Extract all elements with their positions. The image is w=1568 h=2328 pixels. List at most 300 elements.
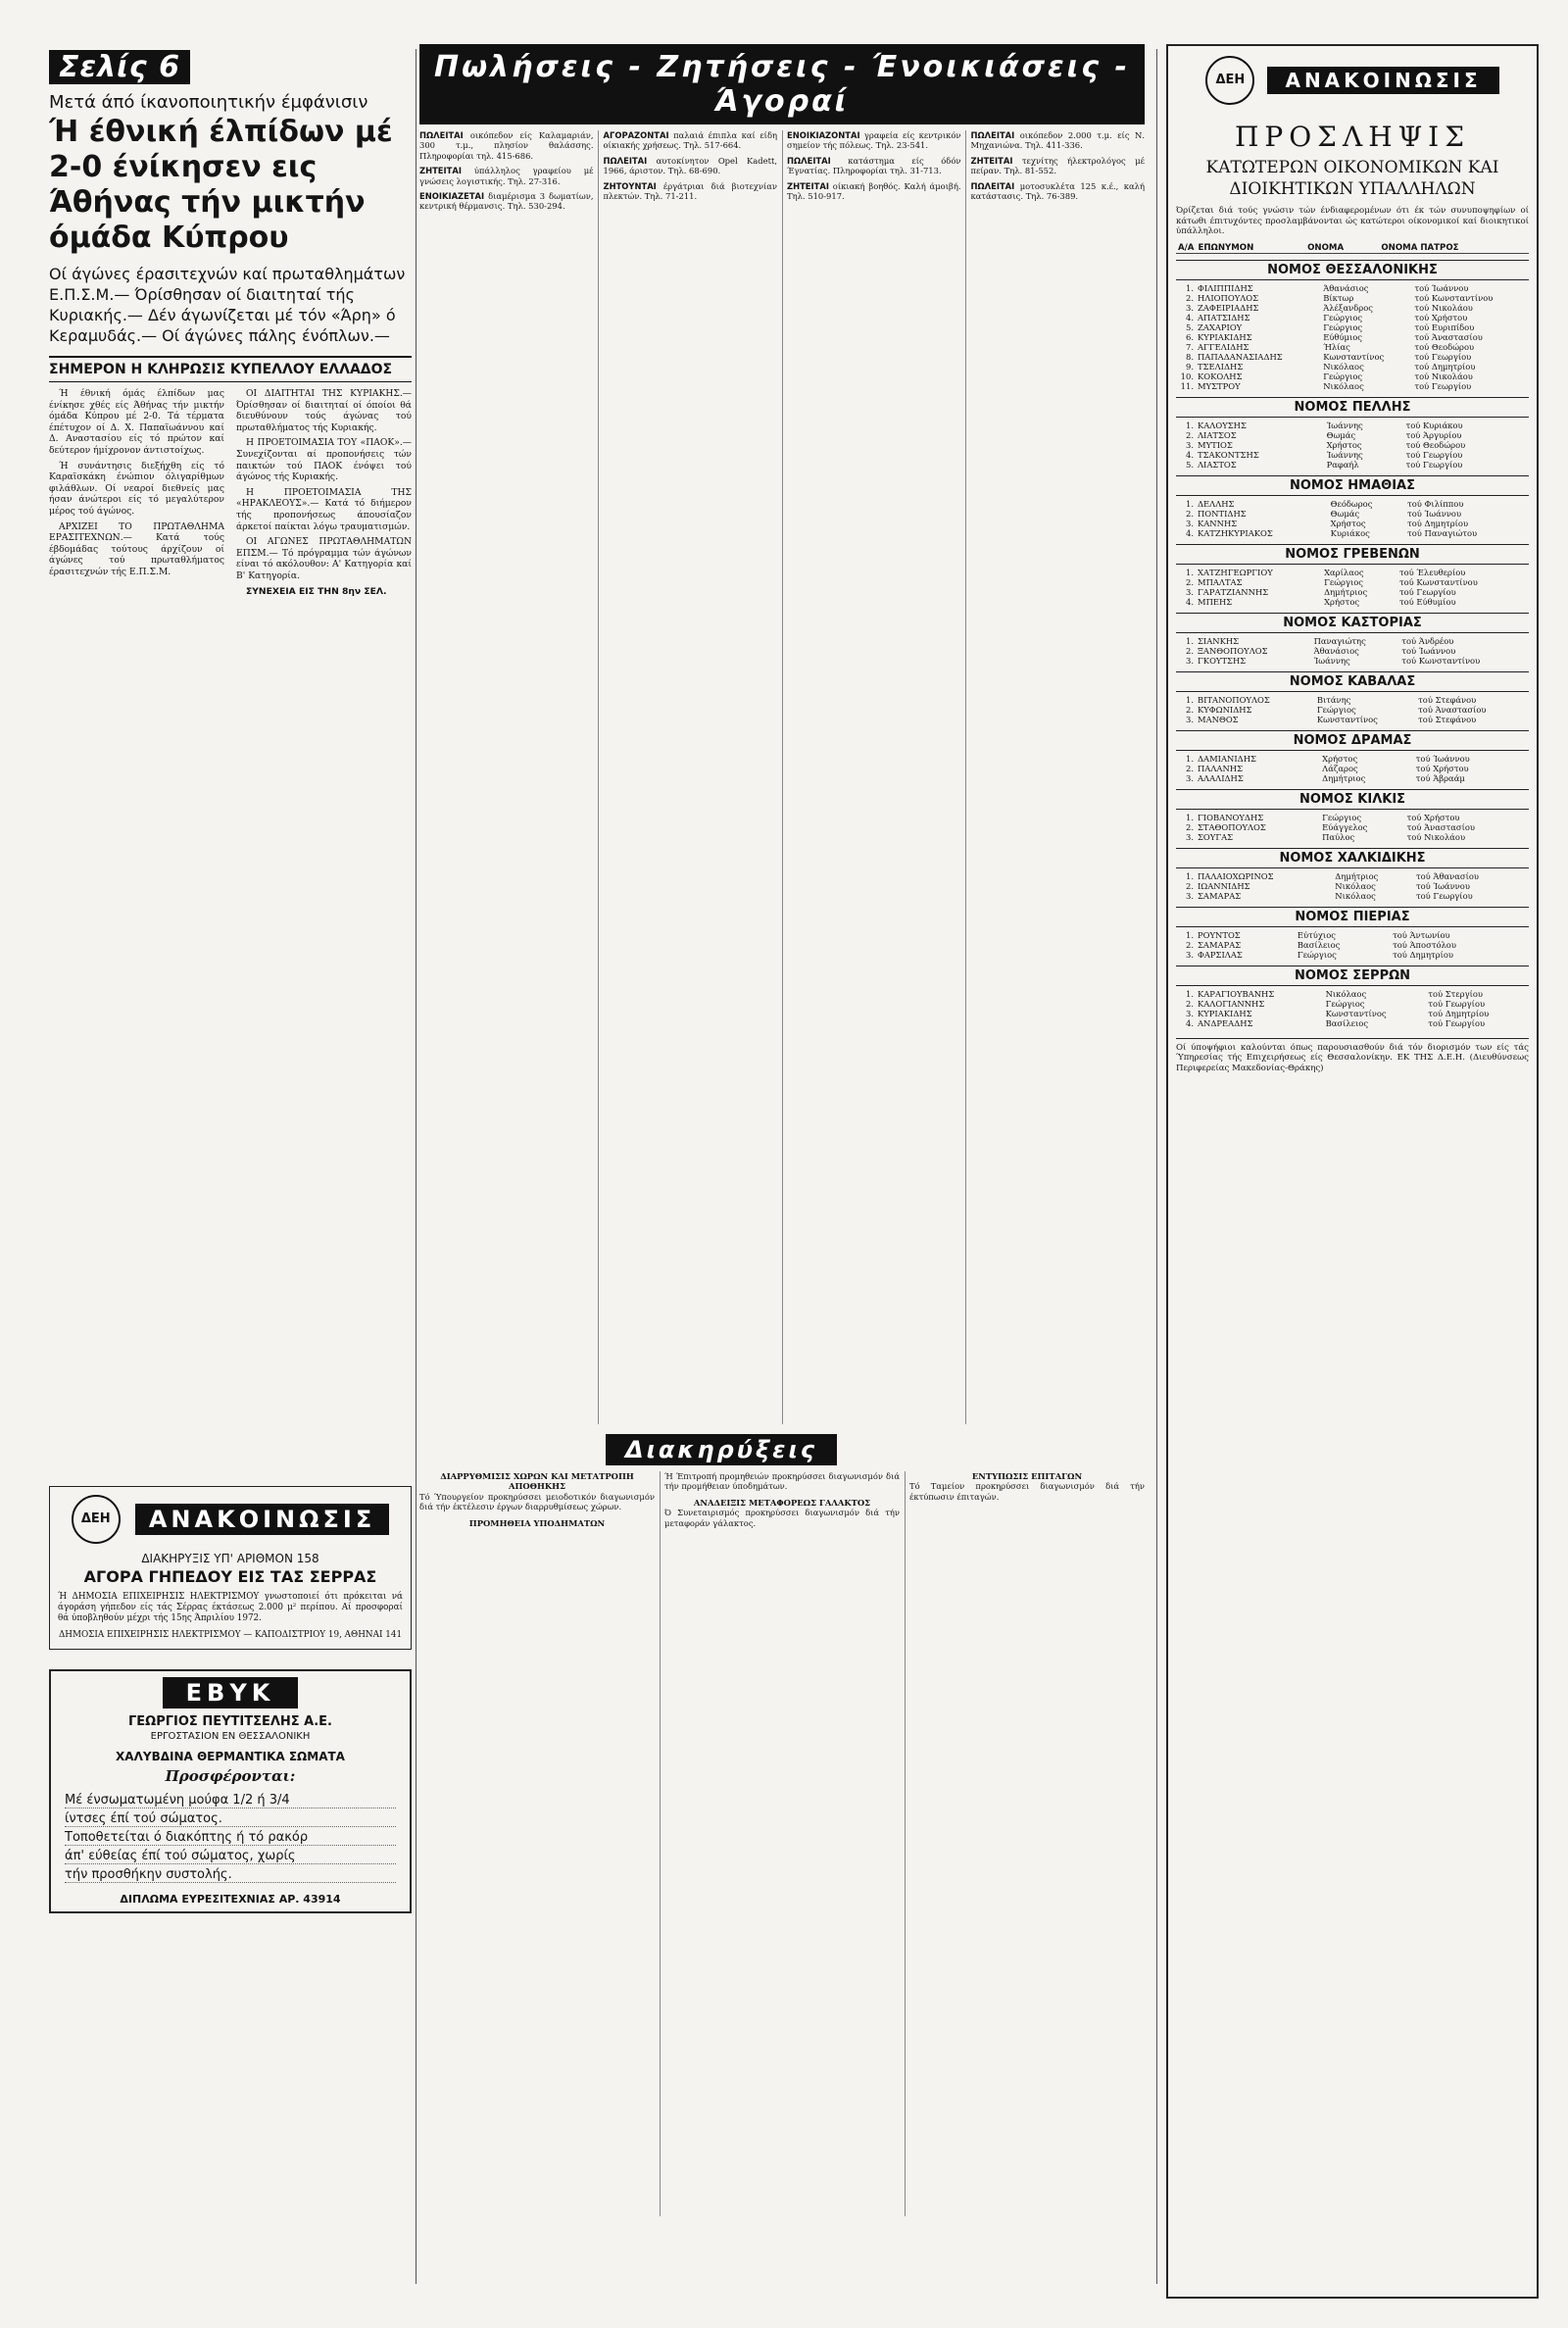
article-paragraph: Η ΠΡΟΕΤΟΙΜΑΣΙΑ ΤΟΥ «ΠΑΟΚ».— Συνεχίζονται αί προπονήσεις τών παικτών τού ΠΑΟΚ ένόψει τού άγώνος τής Κυριακής. xyxy=(236,437,412,483)
roster-row xyxy=(1176,577,1529,587)
classified-ad-text: οικόπεδον 2.000 τ.μ. είς Ν. Μηχανιώνα. Τηλ. 411-336. xyxy=(970,130,1145,151)
roster-number: 1. xyxy=(1186,635,1194,646)
classified-ad-text: κατάστημα είς όδόν Έγνατίας. Πληροφορίαι τηλ. 31-713. xyxy=(787,155,961,176)
roster-surname: ΚΑΤΖΗΚΥΡΙΑΚΟΣ xyxy=(1198,527,1273,538)
declaration-item xyxy=(664,1498,900,1528)
roster-number: 2. xyxy=(1186,429,1194,440)
roster-row xyxy=(1176,940,1529,950)
roster-surname: ΚΥΡΙΑΚΙΔΗΣ xyxy=(1198,331,1252,342)
classified-ad xyxy=(971,130,1146,151)
notice-banner: ΑΝΑΚΟΙΝΩΣΙΣ xyxy=(135,1504,389,1535)
roster-name: Θεόδωρος xyxy=(1330,498,1373,509)
roster-surname: ΚΥΡΙΑΚΙΔΗΣ xyxy=(1198,1008,1252,1018)
advert-company: ΓΕΩΡΓΙΟΣ ΠΕΥΤΙΤΣΕΛΗΣ Α.Ε. xyxy=(128,1714,332,1729)
roster-number: 3. xyxy=(1186,890,1194,901)
roster-surname: ΑΓΓΕΛΙΔΗΣ xyxy=(1198,341,1250,352)
roster-name: Χρήστος xyxy=(1330,518,1366,528)
prefecture-roster xyxy=(1176,695,1529,724)
notice-title: ΑΓΟΡΑ ΓΗΠΕΔΟΥ ΕΙΣ ΤΑΣ ΣΕΡΡΑΣ xyxy=(83,1567,377,1586)
classified-ad-text: παλαιά έπιπλα καί είδη οίκιακής χρήσεως. Τηλ. 517-664. xyxy=(603,130,777,151)
prefecture-roster xyxy=(1176,989,1529,1028)
roster-surname: ΤΣΕΛΙΔΗΣ xyxy=(1198,361,1244,371)
roster-name: Βιτάνης xyxy=(1316,694,1351,705)
advert-factory: ΕΡΓΟΣΤΑΣΙΟΝ ΕΝ ΘΕΣΣΑΛΟΝΙΚΗ xyxy=(150,1731,311,1742)
declaration-text: Ό Συνεταιρισμός προκηρύσσει διαγωνισμόν διά τήν μεταφοράν γάλακτος. xyxy=(664,1508,900,1528)
roster-surname: ΓΑΡΑΤΖΙΑΝΝΗΣ xyxy=(1198,586,1269,597)
roster-surname: ΞΑΝΘΟΠΟΥΛΟΣ xyxy=(1198,645,1268,656)
roster-father: τού Άποστόλου xyxy=(1393,939,1456,950)
article-paragraph: Η ΠΡΟΕΤΟΙΜΑΣΙΑ ΤΗΣ «ΗΡΑΚΛΕΟΥΣ».— Κατά τό διήμερον τής προπονήσεως άπουσίαζον άρκετοί παίκται λόγω τραυματισμών. xyxy=(236,486,412,532)
roster-surname: ΑΠΑΤΣΙΔΗΣ xyxy=(1198,312,1250,322)
roster-number: 5. xyxy=(1186,322,1194,332)
roster-name: Εύάγγελος xyxy=(1322,821,1368,832)
roster-father: τού Φιλίππου xyxy=(1407,498,1464,509)
classified-ad-lead: ΖΗΤΕΙΤΑΙ xyxy=(787,180,829,191)
roster-number: 7. xyxy=(1186,341,1194,352)
classified-ad-text: οικόπεδον είς Καλαμαριάν, 300 τ.μ., πλησίον θαλάσσης. Πληροφορίαι τηλ. 415-686. xyxy=(419,130,594,161)
roster-row xyxy=(1176,754,1529,764)
roster-row xyxy=(1176,871,1529,881)
roster-row xyxy=(1176,773,1529,783)
classified-ad xyxy=(604,156,778,176)
roster-surname: ΔΕΛΛΗΣ xyxy=(1198,498,1235,509)
roster-name: Κυριάκος xyxy=(1330,527,1370,538)
roster-name: Άθανάσιος xyxy=(1323,282,1369,293)
roster-number: 3. xyxy=(1186,1008,1194,1018)
roster-father: τού Ευριπίδου xyxy=(1414,322,1475,332)
roster-surname: ΣΑΜΑΡΑΣ xyxy=(1198,890,1242,901)
advert-product: ΧΑΛΥΒΔΙΝΑ ΘΕΡΜΑΝΤΙΚΑ ΣΩΜΑΤΑ xyxy=(116,1750,345,1763)
roster-row xyxy=(1176,832,1529,842)
roster-father: τού Άναστασίου xyxy=(1418,704,1487,715)
roster-surname: ΠΑΠΑΔΑΝΑΣΙΑΔΗΣ xyxy=(1198,351,1283,362)
article-paragraph: Ή συνάντησις διεξήχθη είς τό Καραϊσκάκη ένώπιον όλιγαρίθμων φιλάθλων. Οί νεαροί διεθνείς μας ήσαν άνώτεροι είς τό μεγαλύτερον μέρος τού άγώνος. xyxy=(49,460,224,517)
roster-father: τού Γεωργίου xyxy=(1414,380,1472,391)
roster-number: 2. xyxy=(1186,880,1194,891)
dei-logo-icon: ΔΕΗ xyxy=(1205,56,1254,105)
roster-surname: ΜΥΤΙΟΣ xyxy=(1198,439,1233,450)
roster-number: 2. xyxy=(1186,576,1194,587)
roster-number: 2. xyxy=(1186,508,1194,519)
roster-row xyxy=(1176,421,1529,430)
roster-father: τού Θεοδώρου xyxy=(1405,439,1466,450)
declarations-banner: Διακηρύξεις xyxy=(606,1434,837,1465)
classified-ad xyxy=(971,156,1146,176)
roster-father: τού Νικολάου xyxy=(1406,831,1466,842)
roster-father: τού Άναστασίου xyxy=(1414,331,1483,342)
roster-name: Κωνσταντίνος xyxy=(1325,1008,1387,1018)
roster-father: τού Γεωργίου xyxy=(1414,351,1472,362)
classifieds-column xyxy=(419,44,1145,2299)
classified-ad xyxy=(787,181,961,202)
roster-surname: ΚΑΝΝΗΣ xyxy=(1198,518,1238,528)
classified-ad-lead: ΕΝΟΙΚΙΑΖΕΤΑΙ xyxy=(419,191,485,202)
roster-father: τού Χρήστου xyxy=(1415,763,1469,773)
roster-number: 4. xyxy=(1186,312,1194,322)
roster-surname: ΒΙΤΑΝΟΠΟΥΛΟΣ xyxy=(1198,694,1270,705)
roster-surname: ΣΟΥΓΑΣ xyxy=(1198,831,1234,842)
roster-row xyxy=(1176,930,1529,940)
declaration-item xyxy=(909,1471,1145,1502)
roster-number: 2. xyxy=(1186,998,1194,1009)
roster-father: τού Κωνσταντίνου xyxy=(1414,292,1494,303)
advert-line: Μέ ένσωματωμένη μούφα 1/2 ή 3/4 xyxy=(65,1793,396,1808)
roster-number: 8. xyxy=(1186,351,1194,362)
classified-ad xyxy=(604,130,778,151)
roster-surname: ΠΑΛΑΝΗΣ xyxy=(1198,763,1244,773)
roster-surname: ΓΙΟΒΑΝΟΥΔΗΣ xyxy=(1198,812,1264,822)
roster-row xyxy=(1176,450,1529,460)
roster-row xyxy=(1176,371,1529,381)
roster-father: τού Άντωνίου xyxy=(1393,929,1450,940)
roster-name: Χρήστος xyxy=(1324,596,1360,607)
col-header-name: ΟΝΟΜΑ xyxy=(1305,243,1379,254)
article-paragraph: ΟΙ ΑΓΩΝΕΣ ΠΡΩΤΑΘΛΗΜΑΤΩΝ ΕΠΣΜ.— Τό πρόγραμμα τών άγώνων είναι τό ακόλουθον: Α' Κατηγορία καί Β' Κατηγορία. xyxy=(236,536,412,581)
roster-name: Λάζαρος xyxy=(1322,763,1358,773)
roster-row xyxy=(1176,283,1529,293)
roster-row xyxy=(1176,999,1529,1009)
roster-name: Εύτύχιος xyxy=(1297,929,1336,940)
classified-ad-text: διαμέρισμα 3 δωματίων, κεντρική θέρμανσις. Τηλ. 530-294. xyxy=(419,191,594,212)
roster-row xyxy=(1176,891,1529,901)
prefecture-heading: ΝΟΜΟΣ ΠΕΛΛΗΣ xyxy=(1176,397,1529,418)
roster-row xyxy=(1176,822,1529,832)
roster-surname: ΣΙΑΝΚΗΣ xyxy=(1198,635,1240,646)
roster-father: τού Παναγιώτου xyxy=(1407,527,1478,538)
radiator-advert xyxy=(49,1669,412,1913)
roster-name: Ίωάννης xyxy=(1326,449,1363,460)
prefecture-roster xyxy=(1176,421,1529,470)
roster-number: 1. xyxy=(1186,812,1194,822)
prefecture-roster xyxy=(1176,930,1529,960)
col-header-number: Α/Α xyxy=(1178,242,1195,253)
roster-father: τού Ίωάννου xyxy=(1415,880,1470,891)
roster-number: 1. xyxy=(1186,870,1194,881)
roster-surname: ΖΑΧΑΡΙΟΥ xyxy=(1198,322,1243,332)
recruitment-banner: ΑΝΑΚΟΙΝΩΣΙΣ xyxy=(1267,67,1498,94)
notice-signature: ΔΗΜΟΣΙΑ ΕΠΙΧΕΙΡΗΣΙΣ ΗΛΕΚΤΡΙΣΜΟΥ — ΚΑΠΟΔΙΣΤΡΙΟΥ 19, ΑΘΗΝΑΙ 141 xyxy=(58,1630,403,1640)
classified-ad xyxy=(787,130,961,151)
roster-row xyxy=(1176,568,1529,577)
roster-name: Ίωάννης xyxy=(1313,655,1350,666)
roster-name: Γεώργιος xyxy=(1297,949,1337,960)
sports-article-body xyxy=(49,388,412,1466)
prefecture-roster xyxy=(1176,871,1529,901)
recruitment-title: ΠΡΟΣΛΗΨΙΣ xyxy=(1234,121,1471,153)
roster-father: τού Νικολάου xyxy=(1414,302,1473,313)
roster-number: 2. xyxy=(1186,939,1194,950)
classified-ad-lead: ΑΓΟΡΑΖΟΝΤΑΙ xyxy=(603,130,669,140)
roster-row xyxy=(1176,303,1529,313)
roster-surname: ΜΠΑΛΤΑΣ xyxy=(1198,576,1243,587)
roster-surname: ΜΠΕΗΣ xyxy=(1198,596,1233,607)
advert-line: ίντσες έπί τού σώματος. xyxy=(65,1811,396,1827)
prefecture-heading: ΝΟΜΟΣ ΘΕΣΣΑΛΟΝΙΚΗΣ xyxy=(1176,260,1529,280)
roster-row xyxy=(1176,322,1529,332)
roster-number: 2. xyxy=(1186,821,1194,832)
classified-ad-text: οίκιακή βοηθός. Καλή άμοιβή. Τηλ. 510-917. xyxy=(787,180,961,202)
notice-reference: ΔΙΑΚΗΡΥΞΙΣ ΥΠ' ΑΡΙΘΜΟΝ 158 xyxy=(141,1552,319,1565)
roster-name: Νικόλαος xyxy=(1323,380,1364,391)
roster-name: Άλέξανδρος xyxy=(1323,302,1373,313)
roster-number: 6. xyxy=(1186,331,1194,342)
roster-father: τού Στεφάνου xyxy=(1418,714,1477,724)
roster-number: 2. xyxy=(1186,645,1194,656)
classified-ad xyxy=(604,181,778,202)
prefecture-heading: ΝΟΜΟΣ ΚΙΛΚΙΣ xyxy=(1176,789,1529,810)
declaration-item xyxy=(419,1471,655,1512)
classified-ad-text: αυτοκίνητον Opel Kadett, 1966, άριστον. Τηλ. 68-690. xyxy=(603,155,777,176)
classified-ad-lead: ΠΩΛΕΙΤΑΙ xyxy=(970,130,1015,140)
roster-father: τού Στεργίου xyxy=(1428,988,1483,999)
roster-name: Χρήστος xyxy=(1322,753,1358,764)
column-divider xyxy=(1156,49,1157,2284)
roster-row xyxy=(1176,352,1529,362)
roster-name: Ίωάννης xyxy=(1326,420,1363,430)
roster-father: τού Γεωργίου xyxy=(1398,586,1456,597)
roster-number: 3. xyxy=(1186,949,1194,960)
roster-surname: ΙΩΑΝΝΙΔΗΣ xyxy=(1198,880,1250,891)
roster-row xyxy=(1176,460,1529,470)
prefecture-heading: ΝΟΜΟΣ ΗΜΑΘΙΑΣ xyxy=(1176,475,1529,496)
roster-number: 1. xyxy=(1186,282,1194,293)
roster-surname: ΛΙΑΣΤΟΣ xyxy=(1198,459,1237,470)
roster-surname: ΡΟΥΝΤΟΣ xyxy=(1198,929,1241,940)
roster-name: Εύθύμιος xyxy=(1323,331,1363,342)
roster-father: τού Άργυρίου xyxy=(1405,429,1462,440)
roster-name: Δημήτριος xyxy=(1335,870,1379,881)
roster-name: Παύλος xyxy=(1322,831,1355,842)
declaration-text: Τό Ύπουργείον προκηρύσσει μειοδοτικόν διαγωνισμόν διά τήν έκτέλεσιν έργων διαρρυθμίσεως χώρων. xyxy=(419,1491,655,1512)
article-paragraph: ΟΙ ΔΙΑΙΤΗΤΑΙ ΤΗΣ ΚΥΡΙΑΚΗΣ.— Όρίσθησαν οί διαιτηταί οί όποίοι θά διευθύνουν τούς άγώνας τού πρωταθλήματος τής Κυριακής. xyxy=(236,388,412,433)
roster-name: Ραφαήλ xyxy=(1326,459,1359,470)
col-header-surname: ΕΠΩΝΥΜΟΝ xyxy=(1196,243,1305,254)
roster-name: Νικόλαος xyxy=(1325,988,1367,999)
roster-father: τού Στεφάνου xyxy=(1418,694,1477,705)
roster-name: Γεώργιος xyxy=(1323,322,1363,332)
prefecture-roster xyxy=(1176,283,1529,391)
roster-surname: ΓΚΟΥΤΣΗΣ xyxy=(1198,655,1247,666)
roster-number: 4. xyxy=(1186,527,1194,538)
roster-surname: ΦΙΛΙΠΠΙΔΗΣ xyxy=(1198,282,1253,293)
roster-row xyxy=(1176,1018,1529,1028)
declaration-title: ΠΡΟΜΗΘΕΙΑ ΥΠΟΔΗΜΑΤΩΝ xyxy=(468,1517,606,1528)
roster-father: τού Δημητρίου xyxy=(1428,1008,1490,1018)
roster-name: Γεώργιος xyxy=(1323,312,1363,322)
roster-father: τού Δημητρίου xyxy=(1407,518,1469,528)
roster-name: Χρήστος xyxy=(1326,439,1362,450)
roster-row xyxy=(1176,313,1529,322)
prefecture-heading: ΝΟΜΟΣ ΧΑΛΚΙΔΙΚΗΣ xyxy=(1176,848,1529,868)
roster-name: Δημήτριος xyxy=(1322,772,1366,783)
roster-name: Νικόλαος xyxy=(1323,361,1364,371)
recruitment-footer: Οί ύποψήφιοι καλούνται όπως παρουσιασθούν διά τόν διορισμόν των είς τάς Ύπηρεσίας τής Επιχειρήσεως είς Θεσσαλονίκην. ΕΚ ΤΗΣ Δ.Ε.Η. (Διευθύνσεως Περιφερείας Μακεδονίας-Θράκης) xyxy=(1176,1038,1529,1074)
roster-row xyxy=(1176,342,1529,352)
roster-surname: ΚΑΛΟΥΣΗΣ xyxy=(1198,420,1247,430)
roster-name: Γεώργιος xyxy=(1325,998,1365,1009)
roster-father: τού Γεωργίου xyxy=(1415,890,1473,901)
classified-ad xyxy=(971,181,1146,202)
recruitment-notice xyxy=(1166,44,1539,2299)
prefecture-heading: ΝΟΜΟΣ ΔΡΑΜΑΣ xyxy=(1176,730,1529,751)
roster-number: 5. xyxy=(1186,459,1194,470)
roster-number: 4. xyxy=(1186,596,1194,607)
roster-number: 1. xyxy=(1186,567,1194,577)
roster-name: Γεώργιος xyxy=(1316,704,1356,715)
roster-row xyxy=(1176,950,1529,960)
roster-number: 3. xyxy=(1186,831,1194,842)
classified-ad-lead: ΕΝΟΙΚΙΑΖΟΝΤΑΙ xyxy=(787,130,860,140)
roster-name: Δημήτριος xyxy=(1324,586,1368,597)
roster-row xyxy=(1176,519,1529,528)
roster-father: τού Εύθυμίου xyxy=(1398,596,1456,607)
classified-ad-lead: ΖΗΤΟΥΝΤΑΙ xyxy=(603,180,657,191)
roster-row xyxy=(1176,362,1529,371)
dei-notice xyxy=(49,1486,412,1650)
roster-number: 4. xyxy=(1186,449,1194,460)
roster-number: 3. xyxy=(1186,518,1194,528)
roster-surname: ΚΑΡΑΓΙΟΥΒΑΝΗΣ xyxy=(1198,988,1275,999)
roster-row xyxy=(1176,989,1529,999)
roster-name: Νικόλαος xyxy=(1335,890,1376,901)
prefecture-heading: ΝΟΜΟΣ ΚΑΣΤΟΡΙΑΣ xyxy=(1176,613,1529,633)
roster-row xyxy=(1176,764,1529,773)
declaration-text: Ή Έπιτροπή προμηθειών προκηρύσσει διαγωνισμόν διά τήν προμήθειαν ύποδημάτων. xyxy=(664,1471,900,1492)
classified-ad-lead: ΠΩΛΕΙΤΑΙ xyxy=(970,180,1015,191)
advert-offer: Προσφέρονται: xyxy=(165,1767,296,1785)
roster-row xyxy=(1176,332,1529,342)
classified-ad-text: μοτοσυκλέτα 125 κ.έ., καλή κατάστασις. Τηλ. 76-389. xyxy=(970,180,1145,202)
roster-name: Χαρίλαος xyxy=(1324,567,1364,577)
roster-name: Γεώργιος xyxy=(1323,371,1363,381)
sports-subhead: ΣΗΜΕΡΟΝ Η ΚΛΗΡΩΣΙΣ ΚΥΠΕΛΛΟΥ ΕΛΛΑΔΟΣ xyxy=(49,356,412,382)
prefecture-heading: ΝΟΜΟΣ ΓΡΕΒΕΝΩΝ xyxy=(1176,544,1529,565)
recruitment-subtitle: ΚΑΤΩΤΕΡΩΝ ΟΙΚΟΝΟΜΙΚΩΝ ΚΑΙ ΔΙΟΙΚΗΤΙΚΩΝ ΥΠΑΛΛΗΛΩΝ xyxy=(1205,158,1499,199)
roster-surname: ΗΛΙΟΠΟΥΛΟΣ xyxy=(1198,292,1259,303)
roster-row xyxy=(1176,528,1529,538)
roster-surname: ΠΟΝΤΙΔΗΣ xyxy=(1198,508,1247,519)
roster-father: τού Άθανασίου xyxy=(1415,870,1480,881)
roster-father: τού Γεωργίου xyxy=(1405,449,1463,460)
roster-number: 1. xyxy=(1186,753,1194,764)
roster-name: Παναγιώτης xyxy=(1313,635,1366,646)
roster-number: 2. xyxy=(1186,763,1194,773)
roster-father: τού Δημητρίου xyxy=(1414,361,1476,371)
roster-surname: ΣΑΜΑΡΑΣ xyxy=(1198,939,1242,950)
prefecture-roster xyxy=(1176,636,1529,666)
declaration-title: ΑΝΑΔΕΙΞΙΣ ΜΕΤΑΦΟΡΕΩΣ ΓΑΛΑΚΤΟΣ xyxy=(693,1497,871,1508)
advert-line: άπ' εύθείας έπί τού σώματος, χωρίς xyxy=(65,1849,396,1864)
roster-name: Άθανάσιος xyxy=(1313,645,1359,656)
roster-father: τού Δημητρίου xyxy=(1393,949,1454,960)
classified-ad xyxy=(419,191,594,212)
roster-number: 1. xyxy=(1186,929,1194,940)
roster-row xyxy=(1176,499,1529,509)
recruitment-intro: Όρίζεται διά τούς γνώσιν τών ένδιαφερομένων ότι έκ τών συνυποψηφίων οί κάτωθι έπιτυχόντες προσλαμβάνονται ώς κατώτεροι οίκονομικοί καί διοικητικοί ύπάλληλοι. xyxy=(1176,206,1529,237)
declarations-list xyxy=(419,1471,1145,2216)
roster-number: 2. xyxy=(1186,292,1194,303)
col-header-father: ΟΝΟΜΑ ΠΑΤΡΟΣ xyxy=(1379,243,1529,254)
roster-row xyxy=(1176,430,1529,440)
roster-name: Θωμάς xyxy=(1330,508,1360,519)
declaration-title: ΕΝΤΥΠΩΣΙΣ ΕΠΙΤΑΓΩΝ xyxy=(971,1471,1083,1481)
sports-deck: Οί άγώνες έρασιτεχνών καί πρωταθλημάτων Ε.Π.Σ.Μ.— Όρίσθησαν οί διαιτηταί τής Κυριακής.— Δέν άγωνίζεται μέ τόν «Άρη» ό Κεραμυδάς.— Οί άγώνες πάλης ένόπλων.— xyxy=(49,265,406,345)
prefecture-heading: ΝΟΜΟΣ ΠΙΕΡΙΑΣ xyxy=(1176,907,1529,927)
roster-father: τού Νικολάου xyxy=(1414,371,1473,381)
roster-number: 3. xyxy=(1186,655,1194,666)
roster-name: Νικόλαος xyxy=(1335,880,1376,891)
roster-father: τού Χρήστου xyxy=(1414,312,1468,322)
dei-logo-icon: ΔΕΗ xyxy=(72,1495,121,1544)
sports-page-badge: Σελίς 6 xyxy=(49,50,190,84)
roster-row xyxy=(1176,881,1529,891)
roster-surname: ΛΙΑΤΣΟΣ xyxy=(1198,429,1237,440)
classified-ad-text: έργάτριαι διά βιοτεχνίαν πλεκτών. Τηλ. 71-211. xyxy=(603,180,777,202)
classified-ad-lead: ΠΩΛΕΙΤΑΙ xyxy=(603,155,648,166)
roster-number: 3. xyxy=(1186,302,1194,313)
roster-father: τού Άνδρέου xyxy=(1401,635,1454,646)
roster-surname: ΑΛΑΛΙΔΗΣ xyxy=(1198,772,1244,783)
classified-ad xyxy=(787,156,961,176)
roster-row xyxy=(1176,705,1529,715)
classified-ad xyxy=(419,166,594,186)
roster-number: 1. xyxy=(1186,694,1194,705)
roster-father: τού Άναστασίου xyxy=(1406,821,1476,832)
roster-surname: ΚΟΚΟΛΗΣ xyxy=(1198,371,1243,381)
roster-father: τού Κωνσταντίνου xyxy=(1398,576,1478,587)
sports-column xyxy=(49,44,412,2299)
sports-headline: Ή έθνική έλπίδων μέ 2-0 ένίκησεν εις Άθήνας τήν μικτήν όμάδα Κύπρου xyxy=(49,115,393,255)
roster-surname: ΔΑΜΙΑΝΙΔΗΣ xyxy=(1198,753,1256,764)
roster-number: 2. xyxy=(1186,704,1194,715)
roster-surname: ΖΑΦΕΙΡΙΑΔΗΣ xyxy=(1198,302,1259,313)
advert-line: Τοποθετείται ό διακόπτης ή τό ρακόρ xyxy=(65,1830,396,1846)
roster-row xyxy=(1176,656,1529,666)
roster-name: Κωνσταντίνος xyxy=(1316,714,1378,724)
classified-ads-list xyxy=(419,130,1145,1424)
roster-father: τού Ίωάννου xyxy=(1414,282,1469,293)
roster-father: τού Ίωάννου xyxy=(1407,508,1462,519)
classified-ad-lead: ΖΗΤΕΙΤΑΙ xyxy=(419,166,462,176)
roster-name: Γεώργιος xyxy=(1322,812,1362,822)
roster-number: 3. xyxy=(1186,772,1194,783)
roster-row xyxy=(1176,440,1529,450)
roster-row xyxy=(1176,715,1529,724)
roster-row xyxy=(1176,597,1529,607)
roster-row xyxy=(1176,813,1529,822)
roster-number: 11. xyxy=(1180,380,1194,391)
roster-surname: ΜΑΝΘΟΣ xyxy=(1198,714,1239,724)
roster-row xyxy=(1176,1009,1529,1018)
article-continuation: ΣΥΝΕΧΕΙΑ ΕΙΣ ΤΗΝ 8ην ΣΕΛ. xyxy=(246,585,387,597)
roster-row xyxy=(1176,293,1529,303)
roster-father: τού Χρήστου xyxy=(1406,812,1460,822)
roster-father: τού Ίωάννου xyxy=(1415,753,1470,764)
roster-surname: ΠΑΛΑΙΟΧΩΡΙΝΟΣ xyxy=(1198,870,1274,881)
roster-surname: ΣΤΑΘΟΠΟΥΛΟΣ xyxy=(1198,821,1266,832)
roster-name: Βασίλειος xyxy=(1297,939,1341,950)
roster-father: τού Θεοδώρου xyxy=(1414,341,1475,352)
roster-row xyxy=(1176,587,1529,597)
roster-header xyxy=(1176,243,1529,254)
roster-number: 3. xyxy=(1186,714,1194,724)
roster-name: Θωμάς xyxy=(1326,429,1356,440)
roster-name: Βίκτωρ xyxy=(1323,292,1354,303)
roster-name: Γεώργιος xyxy=(1324,576,1363,587)
classified-ad-lead: ΖΗΤΕΙΤΑΙ xyxy=(970,155,1013,166)
roster-row xyxy=(1176,695,1529,705)
classified-ad-text: ύπάλληλος γραφείου μέ γνώσεις λογιστικής. Τηλ. 27-316. xyxy=(419,166,594,186)
